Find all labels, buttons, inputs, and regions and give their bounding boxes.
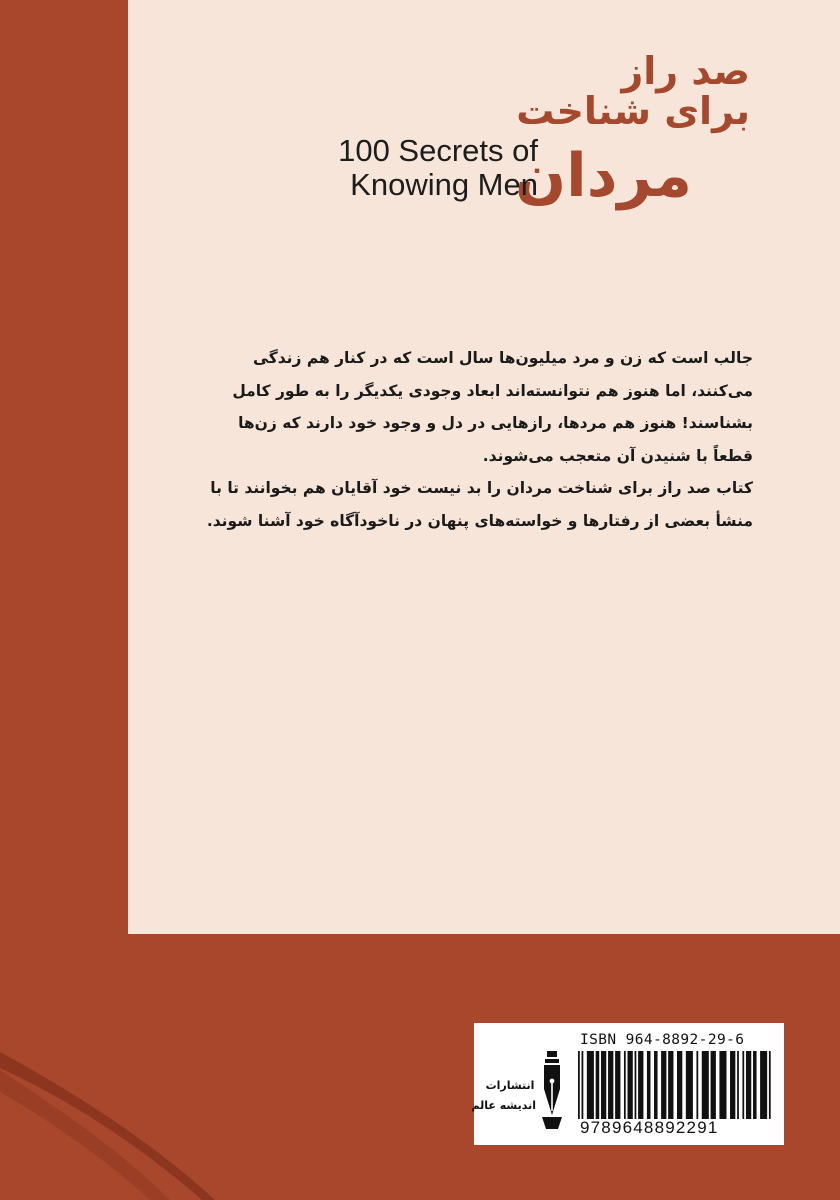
barcode-bar bbox=[638, 1051, 643, 1119]
barcode-bar bbox=[587, 1051, 594, 1119]
barcode-bar bbox=[686, 1051, 693, 1119]
barcode-bar bbox=[647, 1051, 651, 1119]
blurb-paragraph-2: کتاب صد راز برای شناخت مردان را بد نیست خود آقایان هم بخوانند تا با منشأ بعضی از رفتارها و خواسته‌های پنهان در ناخودآگاه خود آشنا شوند. bbox=[206, 479, 753, 530]
barcode-bar bbox=[696, 1051, 698, 1119]
barcode-bar bbox=[719, 1051, 726, 1119]
isbn-box bbox=[471, 1023, 784, 1145]
back-cover-blurb bbox=[205, 342, 753, 537]
barcode-bar bbox=[608, 1051, 613, 1119]
persian-title-line-3: مردان bbox=[514, 141, 692, 211]
publisher-logo bbox=[471, 1033, 572, 1137]
persian-title-line-2: برای شناخت bbox=[516, 89, 750, 133]
barcode-bar bbox=[635, 1051, 637, 1119]
barcode-bar bbox=[578, 1051, 580, 1119]
barcode-bar bbox=[582, 1051, 584, 1119]
barcode-bar bbox=[737, 1051, 739, 1119]
barcode-bar bbox=[601, 1051, 606, 1119]
barcode-bar bbox=[760, 1051, 767, 1119]
barcode-bar bbox=[746, 1051, 751, 1119]
barcode-bar bbox=[702, 1051, 709, 1119]
english-title-line-2: Knowing Men bbox=[350, 167, 538, 202]
english-title bbox=[338, 134, 538, 202]
barcode-bar bbox=[753, 1051, 757, 1119]
blurb-paragraph-1: جالب است که زن و مرد میلیون‌ها سال است که در کنار هم زندگی می‌کنند، اما هنوز هم نتوانسته‌اند ابعاد وجودی یکدیگر را به طور کامل بشناسند! هنوز هم مردها، رازهایی در دل و وجود خود دارند که زن‌ها قطعاً با شنیدن آن متعجب می‌شوند. bbox=[232, 349, 753, 465]
barcode-bar bbox=[596, 1051, 600, 1119]
isbn-digits: 9789648892291 bbox=[580, 1118, 719, 1137]
barcode-bar bbox=[769, 1051, 771, 1119]
persian-title-line-1: صد راز bbox=[621, 49, 750, 93]
barcode-bar bbox=[668, 1051, 673, 1119]
barcode-bar bbox=[730, 1051, 735, 1119]
barcode bbox=[578, 1051, 776, 1119]
publisher-name-line-1: انتشارات bbox=[485, 1079, 535, 1092]
english-title-line-1: 100 Secrets of bbox=[338, 133, 538, 168]
pen-nib-icon bbox=[538, 1049, 566, 1131]
barcode-bar bbox=[654, 1051, 658, 1119]
barcode-bar bbox=[661, 1051, 666, 1119]
barcode-bar bbox=[624, 1051, 626, 1119]
barcode-bar bbox=[711, 1051, 716, 1119]
publisher-name-line-2: اندیشه عالم bbox=[471, 1099, 536, 1112]
barcode-bar bbox=[742, 1051, 744, 1119]
isbn-label: ISBN 964-8892-29-6 bbox=[580, 1032, 745, 1048]
barcode-bar bbox=[615, 1051, 620, 1119]
barcode-bar bbox=[677, 1051, 682, 1119]
barcode-bar bbox=[628, 1051, 633, 1119]
